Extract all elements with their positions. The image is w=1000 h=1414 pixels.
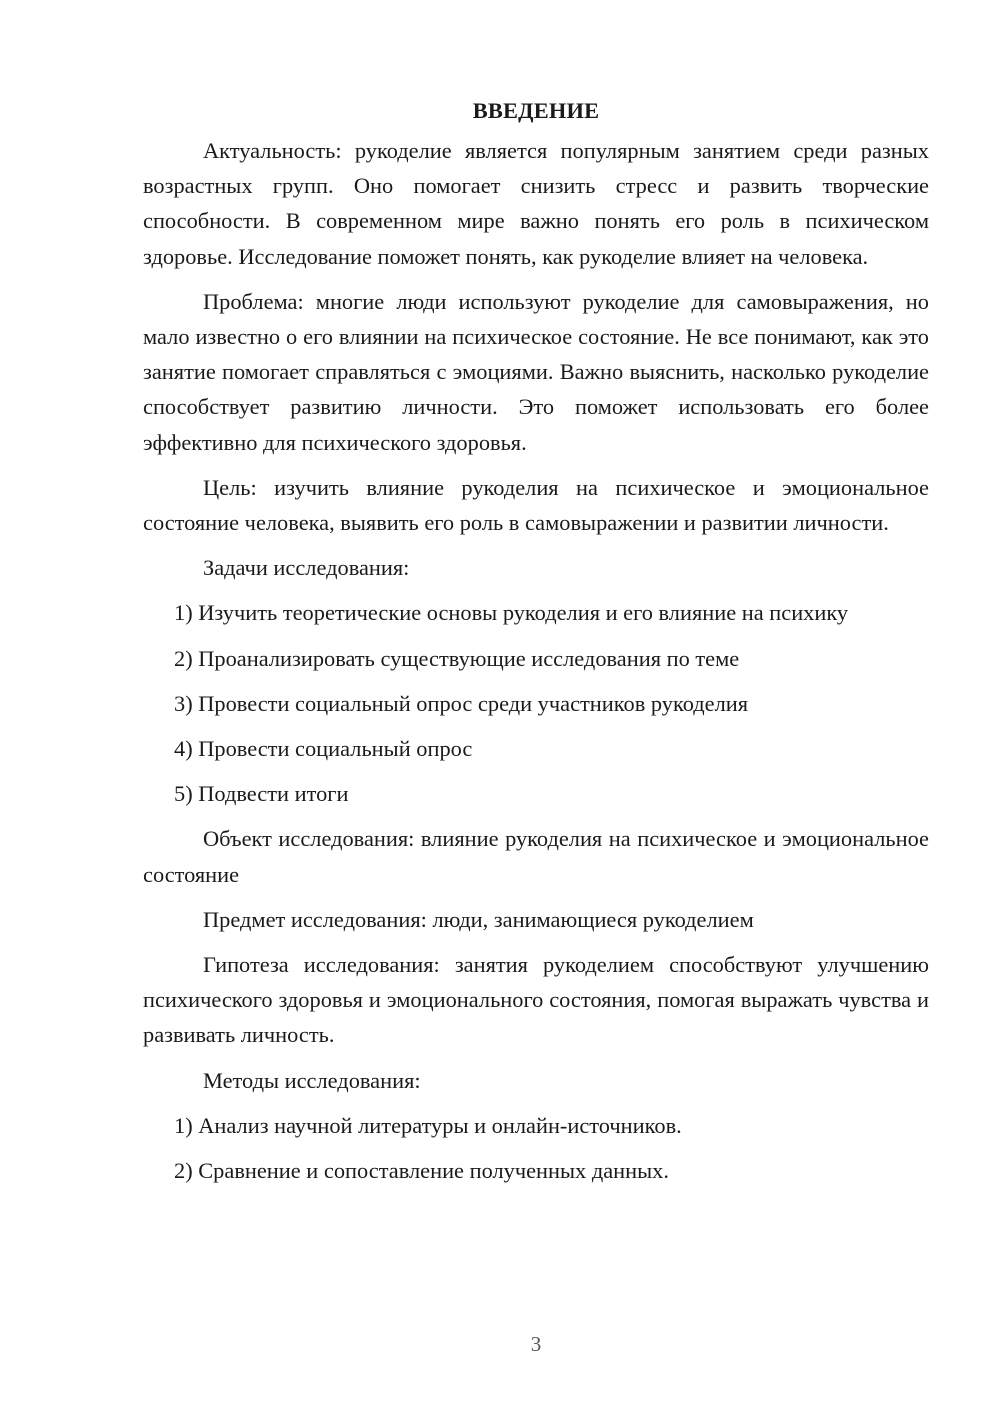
- list-item: 1) Изучить теоретические основы рукоделия и его влияние на психику: [174, 600, 849, 626]
- subject-paragraph: Предмет исследования: люди, занимающиеся рукоделием: [203, 906, 754, 932]
- methods-list: [143, 1108, 929, 1188]
- list-item: 2) Сравнение и сопоставление полученных данных.: [174, 1158, 669, 1184]
- problem-paragraph: Проблема: многие люди используют рукоделие для самовыражения, но мало известно о его влиянии на психическое состояние. Не все понимают, как это занятие помогает справляться с эмоциями. Важно выяснить, насколько рукоделие способствует развитию личности. Это поможет использовать его более эффективно для психического здоровья.: [143, 288, 929, 455]
- object-paragraph: Объект исследования: влияние рукоделия на психическое и эмоциональное состояние: [143, 826, 929, 887]
- page-title: ВВЕДЕНИЕ: [472, 98, 600, 123]
- methods-heading: Методы исследования:: [203, 1067, 421, 1093]
- relevance-paragraph: Актуальность: рукоделие является популярным занятием среди разных возрастных групп. Оно помогает снизить стресс и развить творческие способности. В современном мире важно понять его роль в психическом здоровье. Исследование поможет понять, как рукоделие влияет на человека.: [143, 138, 929, 269]
- list-item: 2) Проанализировать существующие исследования по теме: [174, 645, 740, 671]
- document-page: [143, 93, 929, 1198]
- list-item: 1) Анализ научной литературы и онлайн-источников.: [174, 1112, 682, 1138]
- hypothesis-paragraph: Гипотеза исследования: занятия рукоделием способствуют улучшению психического здоровья и эмоционального состояния, помогая выражать чувства и развивать личность.: [143, 952, 929, 1048]
- list-item: 3) Провести социальный опрос среди участников рукоделия: [174, 690, 749, 716]
- tasks-heading: Задачи исследования:: [203, 555, 410, 581]
- goal-paragraph: Цель: изучить влияние рукоделия на психическое и эмоциональное состояние человека, выявить его роль в самовыражении и развитии личности.: [143, 474, 929, 536]
- list-item: 5) Подвести итоги: [174, 781, 349, 807]
- list-item: 4) Провести социальный опрос: [174, 736, 473, 762]
- tasks-list: [143, 595, 929, 811]
- page-number: 3: [530, 1332, 542, 1356]
